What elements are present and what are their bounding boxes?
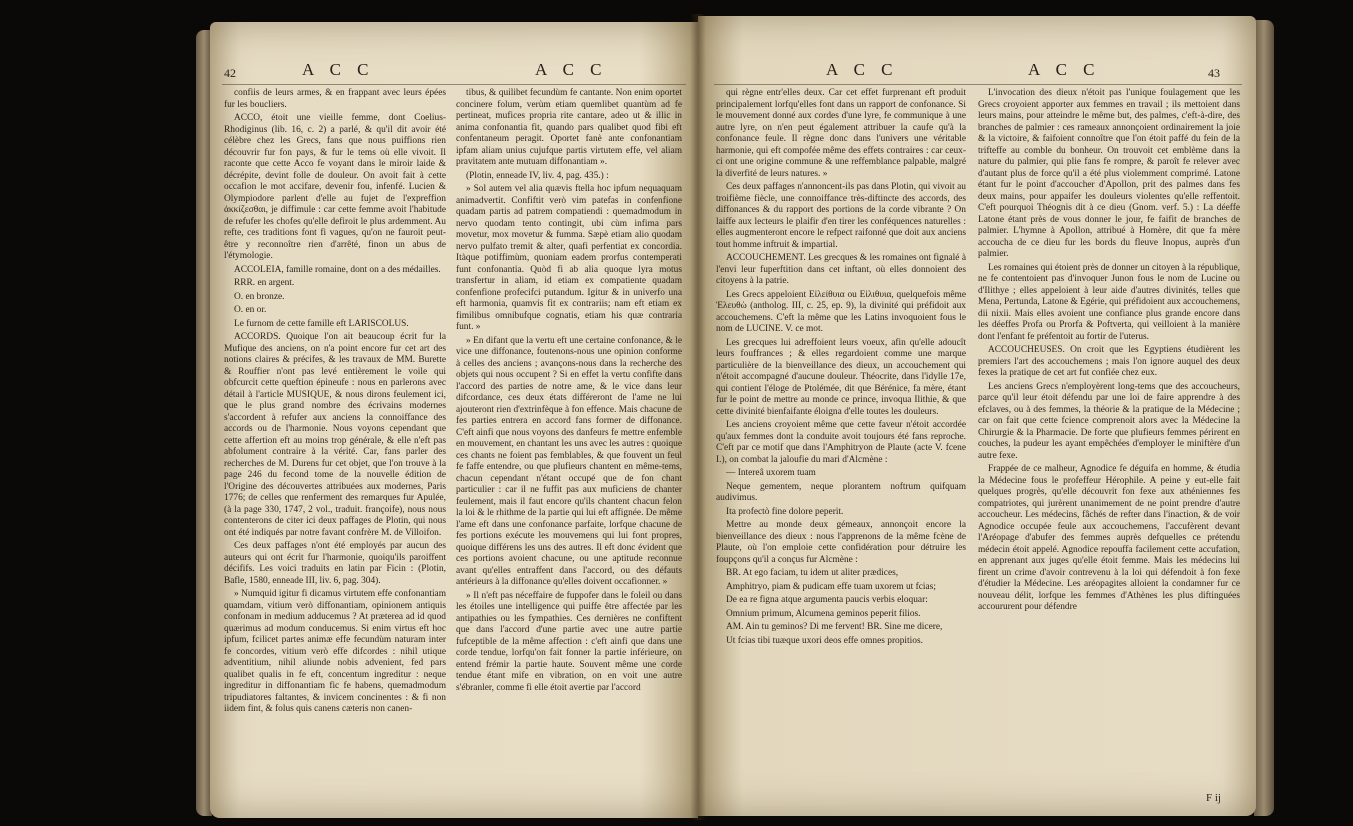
verse-line: — Intereâ uxorem tuam — [726, 468, 816, 478]
paragraph: » En difant que la vertu eft une certaine confonance, & le vice une diffonance, foutenons-nous une opinion conforme à celles des anciens ; avançons-nous dans la recherche des objets qui nous occupent ? Si en effet la vertu confifte dans l'accord des parties de notre ame, & le vice dans leur difcordance, ces deux états différeront de l'ame ne lui ajouteront rien d'extrinfèque à fon effence. Mais chacune de fes parties entrera en accord fans former de diffonance. C'eft ainfi que nous voyons des danfeurs fe mettre enfemble en mouvement, en chantant les uns avec les autres : quoique ces chants ne foient pas femblables, & que fouvent un feul fe faffe entendre, ou que plufieurs chantent en même-tems, chacun cependant n'étant occupé que de fon chant particulier : car il ne fuffit pas aux muficiens de chanter feulement, mais il faut encore qu'ils chantent chacun felon la loi & le rhithme de la partie qui lui eft affignée. De même l'ame eft dans une confonance parfaite, lorfque chacune de fes portions exécute les mouvemens qui lui font propres, quoique différens les uns des autres. Il eft donc évident que ces portions avoient chacune, ou une aptitude reconnue avant qu'elles entraffent dans l'accord, ou des défauts antérieurs à la diffonance qu'elles doivent occafionner. » — [456, 335, 682, 587]
paragraph: Les grecques lui adreffoient leurs voeux, afin qu'elle adoucît leurs fouffrances ; & elles regardoient comme une marque particulière de la bienveillance des dieux, un accouchement qui n'étoit accompagné d'aucune douleur. Théocrite, dans l'idylle 17e, qui contient l'éloge de Ptolémée, dit que Bérénice, fa mère, étant fur le point de mettre au monde ce prince, invoqua Ilithie, & que cette divinité bienfaifante éloigna d'elle toutes les douleurs. — [716, 337, 966, 417]
paragraph: Le furnom de cette famille eft LARISCOLUS. — [234, 318, 409, 329]
paragraph: L'invocation des dieux n'étoit pas l'unique foulagement que les Grecs croyoient apporter aux femmes en travail ; ils mettoient dans leurs mains, pour atteindre le même but, des palmes, c'eft-à-dire, des branches de palmier : ces rameaux annonçoient ordinairement la joie & la victoire, & faifoient connoître que l'on étoit paffé du fein de la trifteffe au comble du bonheur. On trouvoit cet emblème dans la nature du palmier, qui plie fans fe rompre, & paroît fe relever avec d'autant plus de force qu'il a été plus violemment comprimé. Latone étant fur le point d'accoucher d'Apollon, prit des palmes dans fes deux mains, pour appaifer les douleurs violentes qu'elle reffentoit. C'eft pourquoi Théognis dit à ce dieu (Gnom. verf. 5.) : La déeffe Latone étant près de vous donner le jour, fe faifit de branches de palmier. L'hymne à Apollon, attribué à Homère, dit que fa mère accoucha de ce dieu fur les bords du fleuve Inopus, auprès d'un palmier. — [978, 88, 1240, 259]
verse-line: Neque gementem, neque plorantem noftrum quifquam audivimus. — [716, 481, 966, 503]
paragraph: (Plotin, enneade IV, liv. 4, pag. 435.) : — [466, 170, 609, 181]
paragraph: qui règne entr'elles deux. Car cet effet furprenant eft produit principalement lorfqu'elles font dans un rapport de confonance. Si le mouvement donné aux cordes d'une lyre, fe communique à une autre lyre, on n'en peut également attribuer la caufe qu'à la confonance feule. Il règne donc dans l'univers une véritable harmonie, qui eft compofée même des effets contraires : car ceux-ci ont une origine commune & une reffemblance palpable, malgré la diverfité de leurs natures. » — [716, 88, 966, 179]
verse-line: Ita profectò fine dolore peperit. — [726, 506, 844, 517]
paragraph: ACCORDS. Quoique l'on ait beaucoup écrit fur la Mufique des anciens, on n'a point encore fur cet art des notions claires & précifes, & les travaux de MM. Burette & Rouffier n'ont pas levé entièrement le voile qui obfcurcit cette queftion épineufe : nous en parlerons avec détail à l'article MUSIQUE, & nous dirons feulement ici, que le plus grand nombre des écrivains modernes s'accordent à refufer aux anciens la connoiffance des accords ou de l'harmonie. Nous voyons cependant que cette affertion eft au moins trop générale, & elle n'eft pas abfolument contraire à la vérité. Car, fans parler des recherches de M. Durens fur cet objet, que l'on trouve à la page 246 du fecond tome de la nouvelle édition de l'Origine des découvertes attribuées aux modernes, Paris 1776; de celles que renferment des remarques fur Apulée, (à la page 330, 1747, 2 vol., traduit. françoife), nous nous contenterons de citer ici deux paffages de Plotin, qui nous ont été indiqués par notre favant confrère M. de Villoifon. — [224, 332, 446, 538]
left-running-head-left: A C C — [302, 60, 375, 79]
paragraph: Mettre au monde deux gémeaux, annonçoit encore la bienveillance des dieux : nous l'apprenons de la même fcène de Plaute, où l'on emploie cette confidération pour détruire les foupçons qu'il a conçus fur Alcmène : — [716, 520, 966, 565]
right-header-rule — [714, 84, 1242, 85]
verse-line: De ea re figna atque argumenta paucis verbis eloquar: — [726, 595, 928, 605]
paragraph: Les Grecs appeloient Εἰλείθυια ou Εἰλιθυια, quelquefois même Ἐλευθὼ (antholog. III, c. 25, ep. 9), la divinité qui préfidoit aux accouchemens. C'eft la même que les Latins invoquoient fous le nom de LUCINE. V. ce mot. — [716, 289, 966, 334]
right-page-number: 43 — [1208, 66, 1220, 80]
left-column-1 — [224, 88, 446, 806]
paragraph: » Il n'eft pas néceffaire de fuppofer dans le foleil ou dans les étoiles une intelligence qui puiffe être affectée par les antipathies ou les fympathies. Ces dernières ne confiftent que dans l'accord d'une partie avec une autre partie fufceptible de la même affection : c'eft ainfi que dans une corde tendue, lorfqu'on fait fonner la partie inférieure, on entend frémir la partie haute. Souvent même une corde tendue étant mife en vibration, on en voit une autre s'ébranler, comme fi elle étoit avertie par l'accord — [456, 590, 682, 693]
right-column-1 — [716, 88, 966, 796]
paragraph: Ces deux paffages n'annoncent-ils pas dans Plotin, qui vivoit au troifième fiècle, une connoiffance très-diftincte des accords, des diffonances & du rapport des portions de la corde vibrante ? On laiffe aux lecteurs le plaifir d'en tirer les conféquences naturelles : elles augmenteront encore le refpect raifonné que doit aux anciens tout homme inftruit & impartial. — [716, 182, 966, 250]
verse-line: Ut fcias tibi tuæque uxori deos effe omnes propitios. — [726, 635, 923, 646]
paragraph: » Sol autem vel alia quævis ftella hoc ipfum nequaquam animadvertit. Confiftit verò vim patefas in confenfione quadam partis ad patrem compatiendi : quemadmodum in nervo quodam tento contingit, ubi cùm infima pars movetur, mox movetur & fumma. Sæpè etiam alio quodam nervo pulfato tremit & alter, quafi perfentiat ex concordia. Itàque potiffimùm, quoniam eadem prorfus contemperati funt confonantia. Quòd fi ab alia quoque lyra motus transfertur in aliam, id etiam ex compatiente quadam confenfione profecifci putandum. Igitur & in univerfo una eft harmonia, quamvis fit ex contrariis; nam eft etiam ex fimilibus omnibufque cognatis, etiam his quæ contraria funt. » — [456, 184, 682, 332]
paragraph: O. en bronze. — [234, 291, 285, 302]
paragraph: RRR. en argent. — [234, 278, 295, 288]
paragraph: Frappée de ce malheur, Agnodice fe déguifa en homme, & étudia la Médecine fous le profeffeur Hérophile. A peine y eut-elle fait quelques progrès, qu'elle découvrit fon fexe aux athéniennes fes compatriotes, qui jurèrent unanimement de ne point prendre d'autre accoucheur. Les médecins, fâchés de refter dans l'inaction, & de voir Agnodice occupée feule aux accouchemens, l'accufèrent devant l'Aréopage d'abufer des femmes auprès defquelles ce prétendu médecin étoit appelé. Agnodice repouffa facilement cette accufation, en apprenant aux juges qu'elle étoit femme. Mais les médecins lui firent un crime d'avoir contrevenu à la loi qui défendoit à fon fexe d'étudier la Médecine. Les aréopagites alloient la condamner fur ce nouveau délit, lorfque les femmes d'Athènes les plus diftinguées accoururent pour défendre — [978, 464, 1240, 612]
signature-mark: F ij — [1206, 792, 1221, 804]
verse-line: AM. Ain tu geminos? Di me fervent! BR. Sine me dicere, — [726, 622, 943, 632]
left-page-number: 42 — [224, 66, 236, 80]
left-column-2 — [456, 88, 682, 806]
paragraph: ACCO, étoit une vieille femme, dont Coelius-Rhodiginus (lib. 16, c. 2) a parlé, & qu'il dit avoir été célèbre chez les Grecs, fans que nous puiffions rien découvrir fur fon pays, & fur le tems où elle vivoit. Il raconte que cette Acco fe voyant dans le miroir laide & décrépite, devint folle de douleur. On avoit fait à cette occafion le mot accifare, devenir fou, infenfé. Lucien & Olympiodore parlent d'elle au fujet de l'expreffion ἀκκίζεσθαι, je diffimule : car cette femme avoit l'habitude de refufer les chofes qu'elle defiroit le plus ardemment. Au refte, ces traditions font fi vagues, qu'on ne fauroit peut-être y reconnoître rien d'arrêté, finon un abus de l'étymologie. — [224, 113, 446, 261]
paragraph: O. en or. — [234, 305, 267, 315]
paragraph: ACCOUCHEUSES. On croit que les Egyptiens étudièrent les premiers l'art des accouchemens ; mais l'on ignore auquel des deux fexes la pratique de cet art fut confiée chez eux. — [978, 345, 1240, 378]
right-running-head-right: A C C — [1028, 60, 1101, 79]
left-header-rule — [222, 84, 686, 85]
verse-line: BR. At ego faciam, tu idem ut aliter prædices, — [726, 568, 899, 578]
paragraph: Les romaines qui étoient près de donner un citoyen à la république, ne fe contentoient pas d'invoquer Junon fous le nom de Lucine ou d'Ilithye ; elles appeloient à leur aide d'autres divinités, telles que Mena, Pertunda, Latone & Egérie, qui préfidoient aux accouchemens, dii nixii. Mais elles avoient une confiance plus grande encore dans les déeffes Profa ou Prorfa & Poftverta, qui veilloient à la manière dont l'enfant fe préfentoit au fortir de l'uterus. — [978, 262, 1240, 342]
verse-line: Omnium primum, Alcumena geminos peperit filios. — [726, 608, 921, 619]
right-running-head-left: A C C — [826, 60, 899, 79]
paragraph: Ces deux paffages n'ont été employés par aucun des auteurs qui ont écrit fur l'harmonie, quoiqu'ils paroiffent décififs. Les voici traduits en latin par Ficin : (Plotin, Bafle, 1580, enneade III, liv. 6, pag. 304). — [224, 541, 446, 586]
right-page-edge — [1254, 20, 1274, 816]
paragraph: tibus, & quilibet fecundùm fe cantante. Non enim oportet concinere folum, verùm etiam quemlibet quantùm ad fe pertineat, mufices propria rite cantare, adeo ut & illic in anima confonantia fit, quando pars qualibet quod fibi eft confentaneum peragit. Oportet fanè ante confonantiam ipfam aliam unius cujufque partis virtutem effe, vel aliam pravitatem ante mutuam diffonantiam ». — [456, 88, 682, 167]
right-page — [698, 16, 1256, 816]
paragraph: Les anciens Grecs n'employèrent long-tems que des accoucheurs, parce qu'il leur étoit défendu par une loi de faire apprendre à des efclaves, ou à des femmes, la théorie & la pratique de la Médecine ; car on fait que cette fcience comprenoit alors avec la Médecine la Chirurgie & la Pharmacie. De forte que plufieurs femmes périrent en couches, la pudeur les ayant empêchées d'employer le miniftère d'un autre fexe. — [978, 381, 1240, 461]
left-page — [210, 22, 698, 818]
paragraph: Les anciens croyoient même que cette faveur n'étoit accordée qu'aux femmes dont la conduite avoit toujours été fans reproche. C'eft par ce motif que dans l'Amphitryon de Plaute (acte V. fcene I.), on combat la jaloufie du mari d'Alcmène : — [716, 420, 966, 465]
left-running-head-right: A C C — [535, 60, 608, 79]
right-column-2 — [978, 88, 1240, 788]
paragraph: » Numquid igitur fi dicamus virtutem effe confonantiam quamdam, vitium verò diffonantiam, opinionem antiquis confonam in medium adducemus ? At præterea ad id quod quærimus ad modum conducemus. Si enim virtus eft hoc ipfum, fcilicet partes animæ effe fecundùm naturam inter fe concordes, vitium verò effe difcordes : nihil utique adventitium, nihil aliunde nobis advenient, fed pars qualibet qualis in fe eft, concentum ingreditur : neque ingreditur in diffonantiam fic fe habens, quemadmodum tripudiatores faltantes, & invicem concinentes : & fi non iidem fint, & folus quis canens cæteris non canen- — [224, 589, 446, 714]
paragraph: ACCOLEIA, famille romaine, dont on a des médailles. — [234, 264, 441, 275]
paragraph: confiis de leurs armes, & en frappant avec leurs épées fur les boucliers. — [224, 88, 446, 110]
book-gutter — [690, 14, 706, 820]
verse-line: Amphitryo, piam & pudicam effe tuam uxorem ut fcias; — [726, 581, 936, 592]
paragraph: ACCOUCHEMENT. Les grecques & les romaines ont fignalé à l'envi leur fuperftition dans cet inftant, où elles donnoient des citoyens à la patrie. — [716, 253, 966, 286]
